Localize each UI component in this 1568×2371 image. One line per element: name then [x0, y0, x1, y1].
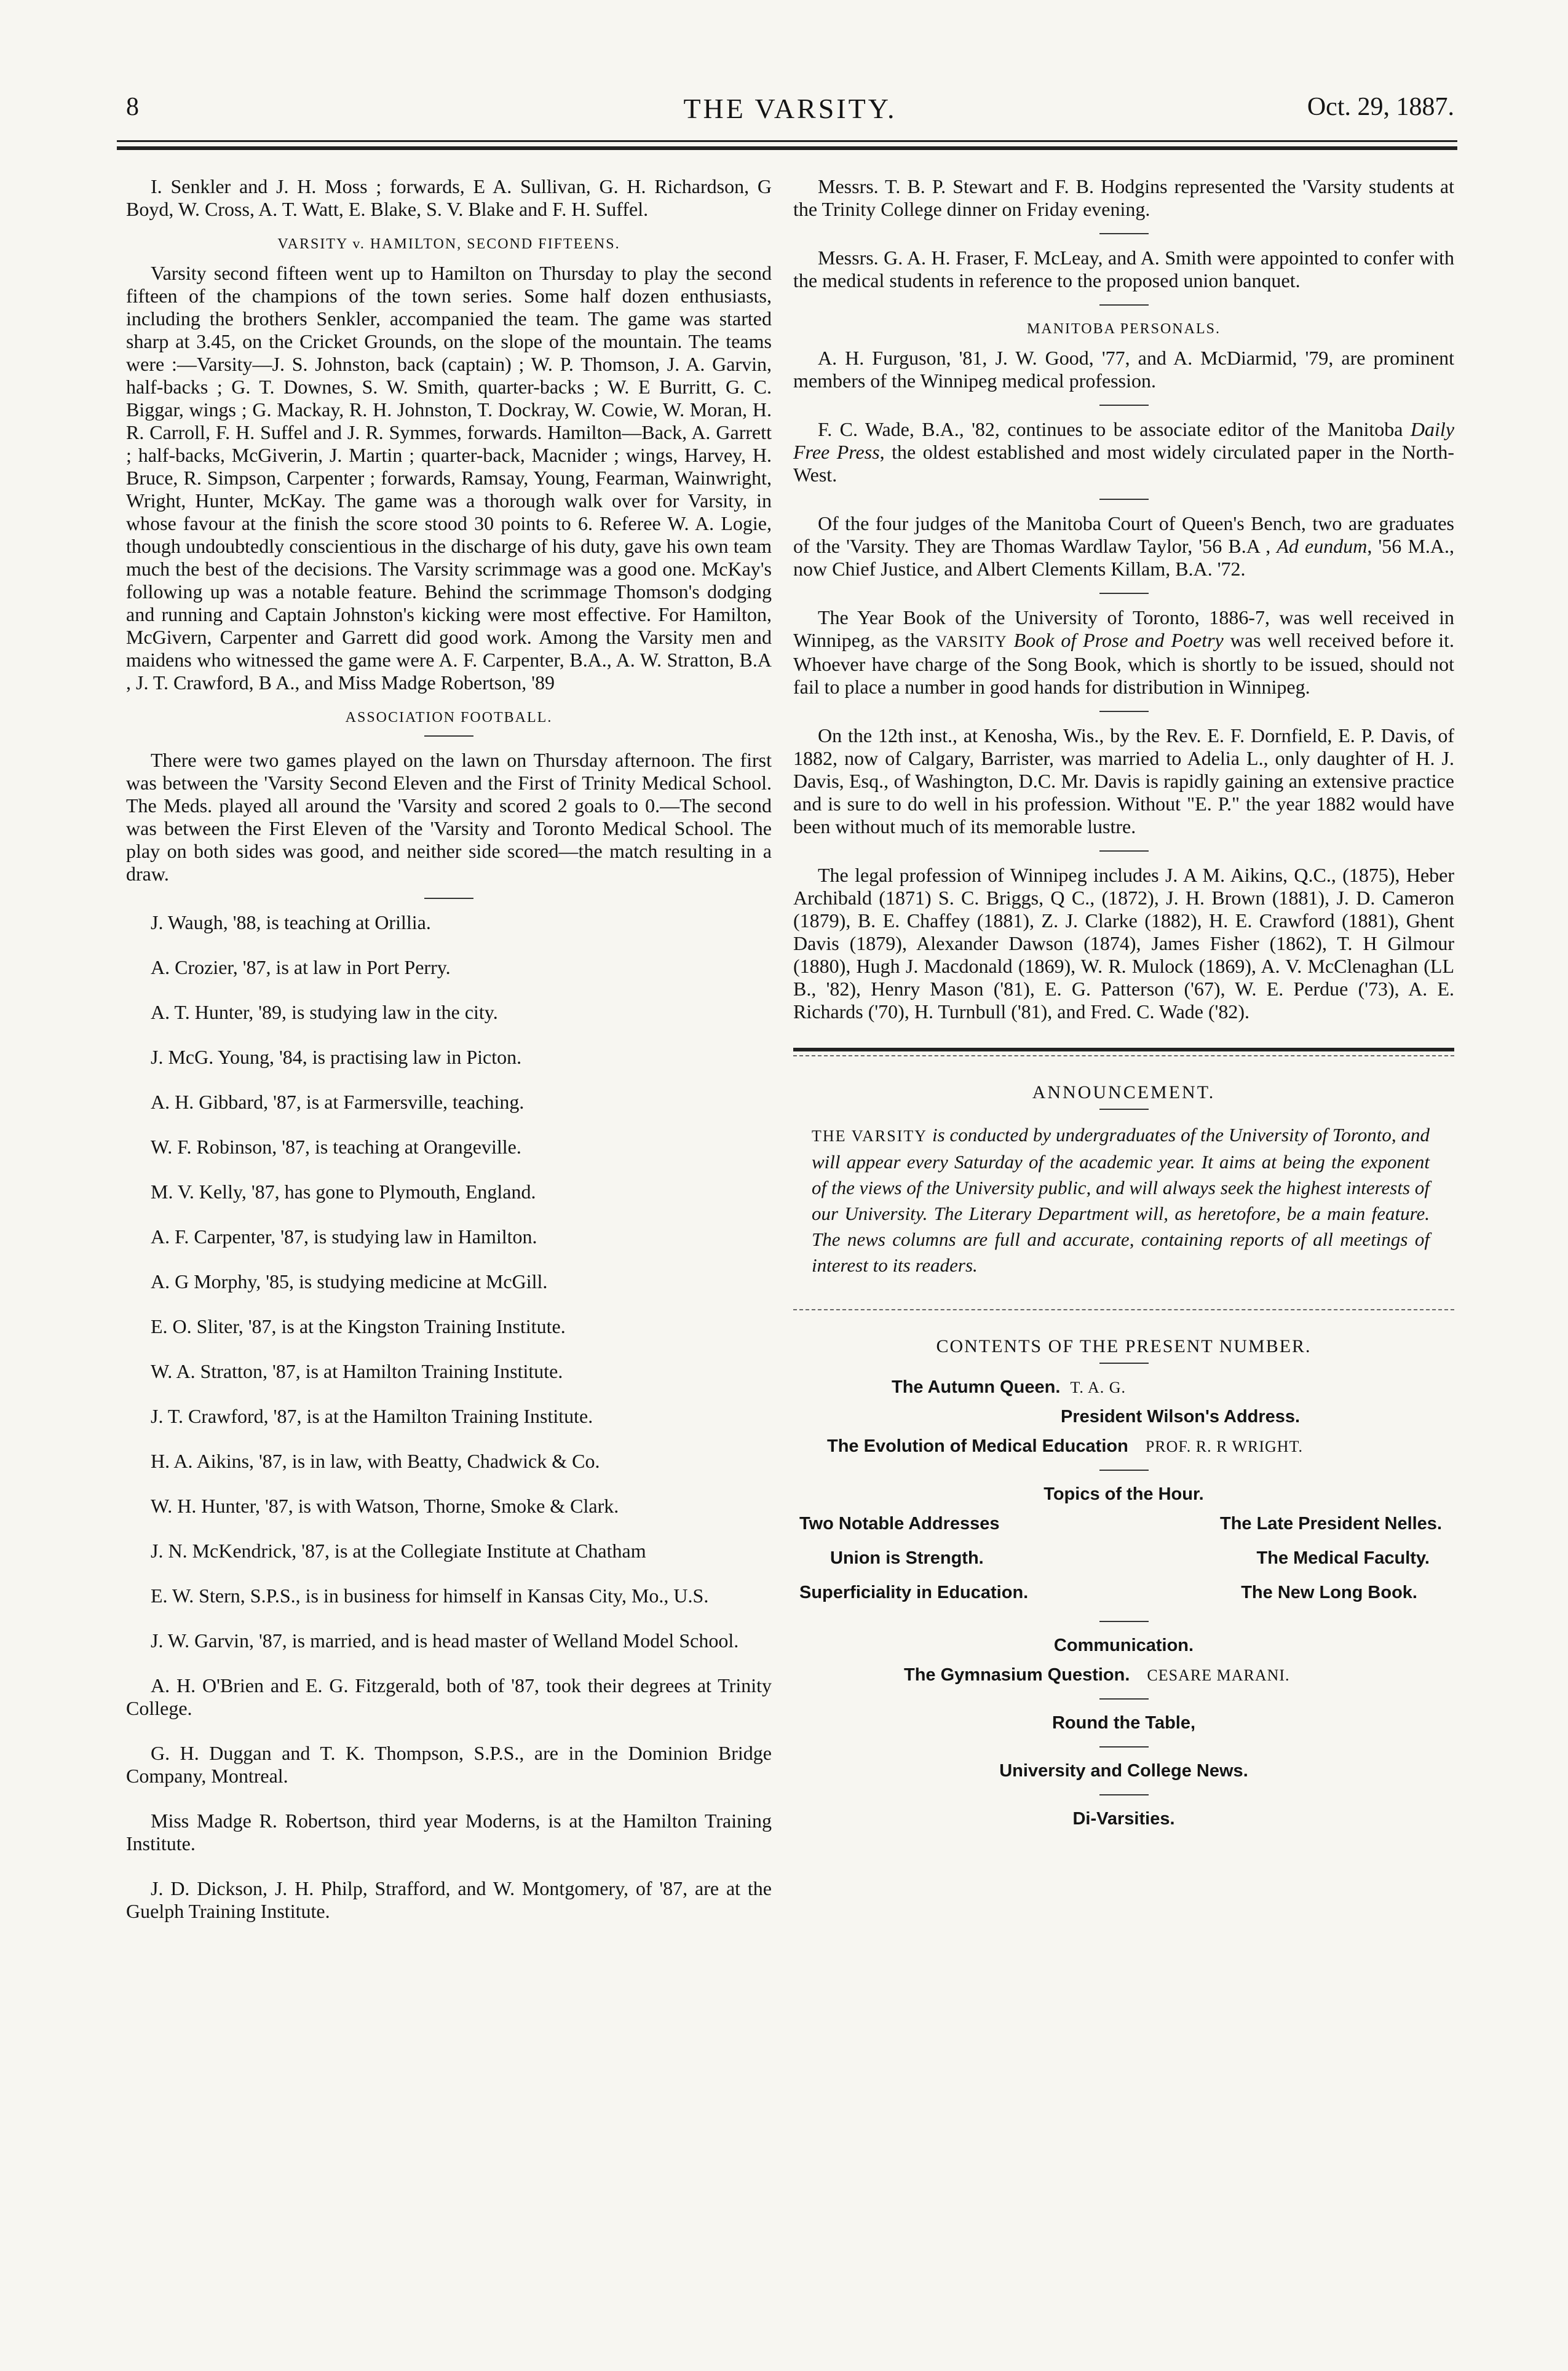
separator [1099, 1698, 1149, 1700]
separator [1099, 1746, 1149, 1748]
personal-item: E. W. Stern, S.P.S., is in business for himself in Kansas City, Mo., U.S. [151, 1585, 709, 1607]
section-rule-dashed [793, 1055, 1454, 1056]
separator [1099, 233, 1149, 234]
personal-item: W. H. Hunter, '87, is with Watson, Thorne, Smoke & Clark. [151, 1495, 619, 1517]
personal-item: H. A. Aikins, '87, is in law, with Beatty, Chadwick & Co. [151, 1450, 600, 1472]
personal-item: J. W. Garvin, '87, is married, and is head master of Welland Model School. [151, 1629, 739, 1652]
contents-entry: The Evolution of Medical Education PROF. R. R WRIGHT. [827, 1436, 1304, 1456]
separator [1099, 593, 1149, 594]
page-header [126, 92, 1454, 141]
personal-item: A. F. Carpenter, '87, is studying law in Hamilton. [151, 1225, 537, 1248]
announcement-text: THE VARSITY is conducted by undergraduates of the University of Toronto, and will appear every Saturday of the academic year. It aims at being the exponent of the views of the University public, and will always seek the highest interests of our University. The Literary Department will, as heretofore, be a main feature. The news columns are full and accurate, containing reports of all meetings of interest to its readers. [812, 1124, 1430, 1276]
personal-item: A. T. Hunter, '89, is studying law in the city. [151, 1001, 498, 1023]
separator [1099, 405, 1149, 406]
association-football-heading: ASSOCIATION FOOTBALL. [345, 710, 553, 726]
section-rule-dashed [793, 1309, 1454, 1310]
manitoba-item: On the 12th inst., at Kenosha, Wis., by the Rev. E. F. Dornfield, E. P. Davis, of 1882, now of Calgary, Barrister, was married to Adelia L., only daughter of H. J. Davis, Esq., of Washington, D.C. Mr. Davis is rapidly gaining an extensive practice and is sure to do well in his profession. Without "E. P." the year 1882 would have been without much of its memorable lustre. [793, 724, 1454, 837]
contents-pair: Union is Strength. The Medical Faculty. [830, 1548, 1430, 1568]
separator [424, 898, 473, 899]
right-column [793, 175, 1454, 1837]
announcement-heading: ANNOUNCEMENT. [1032, 1082, 1216, 1102]
separator [1099, 1363, 1149, 1364]
personal-item: A. Crozier, '87, is at law in Port Perry. [151, 956, 451, 978]
contents-pair: Two Notable Addresses The Late President Nelles. [799, 1514, 1442, 1534]
separator [1099, 850, 1149, 852]
manitoba-item: F. C. Wade, B.A., '82, continues to be associate editor of the Manitoba Daily Free Press, the oldest established and most widely circulated paper in the North-West. [793, 418, 1455, 486]
section-rule [793, 1048, 1454, 1051]
separator [1099, 1470, 1149, 1471]
contents-entry: The Gymnasium Question. CESARE MARANI. [904, 1665, 1290, 1685]
personal-item: G. H. Duggan and T. K. Thompson, S.P.S., are in the Dominion Bridge Company, Montreal. [126, 1742, 772, 1787]
team-list-continuation: I. Senkler and J. H. Moss ; forwards, E A. Sullivan, G. H. Richardson, G Boyd, W. Cross, A. T. Watt, E. Blake, S. V. Blake and F. H. Suffel. [126, 175, 772, 220]
personal-item: J. N. McKendrick, '87, is at the Collegiate Institute at Chatham [151, 1540, 646, 1562]
personal-item: J. McG. Young, '84, is practising law in Picton. [151, 1046, 522, 1068]
contents-entry: Round the Table, [1051, 1713, 1196, 1733]
personal-item: Miss Madge R. Robertson, third year Moderns, is at the Hamilton Training Institute. [126, 1810, 772, 1854]
contents-heading: CONTENTS OF THE PRESENT NUMBER. [936, 1336, 1312, 1356]
left-column [126, 175, 772, 1945]
manitoba-item: Of the four judges of the Manitoba Court of Queen's Bench, two are graduates of the 'Varsity. They are Thomas Wardlaw Taylor, '56 B.A , Ad eundum, '56 M.A., now Chief Justice, and Albert Clements Killam, B.A. '72. [793, 512, 1454, 580]
personal-item: J. T. Crawford, '87, is at the Hamilton Training Institute. [151, 1405, 593, 1427]
manitoba-personals-heading: MANITOBA PERSONALS. [1027, 321, 1221, 337]
contents-entry: The Autumn Queen. T. A. G. [892, 1377, 1127, 1397]
contents-entry: University and College News. [999, 1761, 1248, 1781]
contents-entry: Communication. [1053, 1636, 1194, 1655]
separator [424, 735, 473, 737]
personals-list [126, 911, 772, 1923]
manitoba-item: A. H. Furguson, '81, J. W. Good, '77, and A. McDiarmid, '79, are prominent members of the Winnipeg medical profession. [793, 347, 1454, 392]
banquet-committee-note: Messrs. G. A. H. Fraser, F. McLeay, and A. Smith were appointed to confer with the medical students in reference to the proposed union banquet. [793, 247, 1454, 291]
separator [1099, 1109, 1149, 1110]
separator [1099, 1621, 1149, 1622]
contents-pair: Superficiality in Education. The New Long Book. [799, 1583, 1417, 1602]
issue-date: Oct. 29, 1887. [1307, 93, 1454, 121]
personal-item: J. Waugh, '88, is teaching at Orillia. [151, 911, 431, 933]
personal-item: J. D. Dickson, J. H. Philp, Strafford, and W. Montgomery, of '87, are at the Guelph Training Institute. [126, 1877, 772, 1922]
separator [1099, 711, 1149, 712]
contents-entry: Di-Varsities. [1072, 1809, 1175, 1829]
separator [1099, 304, 1149, 306]
manitoba-item: The Year Book of the University of Toronto, 1886-7, was well received in Winnipeg, as the VARSITY Book of Prose and Poetry was well received before it. Whoever have charge of the Song Book, which is shortly to be issued, should not fail to place a number in good hands for distribution in Winnipeg. [793, 606, 1455, 698]
header-rule-thick [117, 146, 1457, 150]
hamilton-game-heading: VARSITY v. HAMILTON, SECOND FIFTEENS. [277, 236, 620, 252]
personal-item: E. O. Sliter, '87, is at the Kingston Training Institute. [151, 1315, 566, 1337]
association-football-report: There were two games played on the lawn on Thursday afternoon. The first was between the 'Varsity Second Eleven and the First of Trinity Medical School. The Meds. played all around the 'Varsity and scored 2 goals to 0.—The second was between the First Eleven of the 'Varsity and Toronto Medical School. The play on both sides was good, and neither side scored—the match resulting in a draw. [126, 749, 772, 885]
contents-entry: President Wilson's Address. [1061, 1407, 1301, 1427]
personal-item: W. F. Robinson, '87, is teaching at Orangeville. [151, 1136, 521, 1158]
contents-entry: Topics of the Hour. [1043, 1484, 1204, 1504]
personal-item: M. V. Kelly, '87, has gone to Plymouth, England. [151, 1181, 536, 1203]
personal-item: A. H. Gibbard, '87, is at Farmersville, teaching. [151, 1091, 525, 1113]
personal-item: W. A. Stratton, '87, is at Hamilton Training Institute. [151, 1360, 563, 1382]
header-rule [117, 140, 1457, 142]
trinity-dinner-note: Messrs. T. B. P. Stewart and F. B. Hodgins represented the 'Varsity students at the Trinity College dinner on Friday evening. [793, 175, 1454, 220]
separator [1099, 499, 1149, 500]
hamilton-game-report: Varsity second fifteen went up to Hamilton on Thursday to play the second fifteen of the champions of the town series. Some half dozen enthusiasts, including the brothers Senkler, accompanied the team. The game was started sharp at 3.45, on the Cricket Grounds, on the slope of the mountain. The teams were :—Varsity—J. S. Johnston, back (captain) ; W. P. Thomson, J. A. Garvin, half-backs ; G. T. Downes, S. W. Smith, quarter-backs ; W. E Burritt, G. C. Biggar, wings ; G. Mackay, R. H. Johnston, T. Dockray, W. Cowie, W. Moran, H. R. Carroll, F. H. Suffel and J. R. Symmes, forwards. Hamilton—Back, A. Garrett ; half-backs, McGiverin, J. Martin ; quarter-back, Macnider ; wings, Harvey, H. Bruce, R. Simpson, Carpenter ; forwards, Ramsay, Young, Fearman, Wainwright, Wright, Hunter, McKay. The game was a thorough walk over for Varsity, in whose favour at the finish the score stood 30 points to 6. Referee W. A. Logie, though undoubtedly conscientious in the discharge of his duty, gave his own team much the best of the decisions. The Varsity scrimmage was a good one. McKay's following up was a notable feature. Behind the scrimmage Thomson's dodging and running and Captain Johnston's kicking were most effective. For Hamilton, McGivern, Carpenter and Garrett did good work. Among the Varsity men and maidens who witnessed the game were A. F. Carpenter, B.A., A. W. Stratton, B.A , J. T. Crawford, B A., and Miss Madge Robertson, '89 [126, 262, 772, 694]
personal-item: A. G Morphy, '85, is studying medicine at McGill. [151, 1270, 548, 1292]
personal-item: A. H. O'Brien and E. G. Fitzgerald, both of '87, took their degrees at Trinity College. [126, 1674, 772, 1719]
separator [1099, 1794, 1149, 1795]
page-number: 8 [126, 93, 139, 121]
contents-list [793, 1376, 1454, 1837]
masthead-title: THE VARSITY. [683, 93, 897, 124]
manitoba-item: The legal profession of Winnipeg includes J. A M. Aikins, Q.C., (1875), Heber Archibald (1871) S. C. Briggs, Q C., (1872), J. H. Brown (1881), J. D. Cameron (1879), B. E. Chaffey (1881), Z. J. Clarke (1882), H. E. Crawford (1881), Ghent Davis (1879), Alexander Dawson (1874), James Fisher (1862), T. H Gilmour (1880), Hugh J. Macdonald (1869), W. R. Mulock (1869), A. V. McClenaghan (LL B., '82), Henry Mason ('81), E. G. Patterson ('67), W. E. Perdue ('73), A. E. Richards ('70), H. Turnbull ('81), and Fred. C. Wade ('82). [793, 864, 1454, 1023]
